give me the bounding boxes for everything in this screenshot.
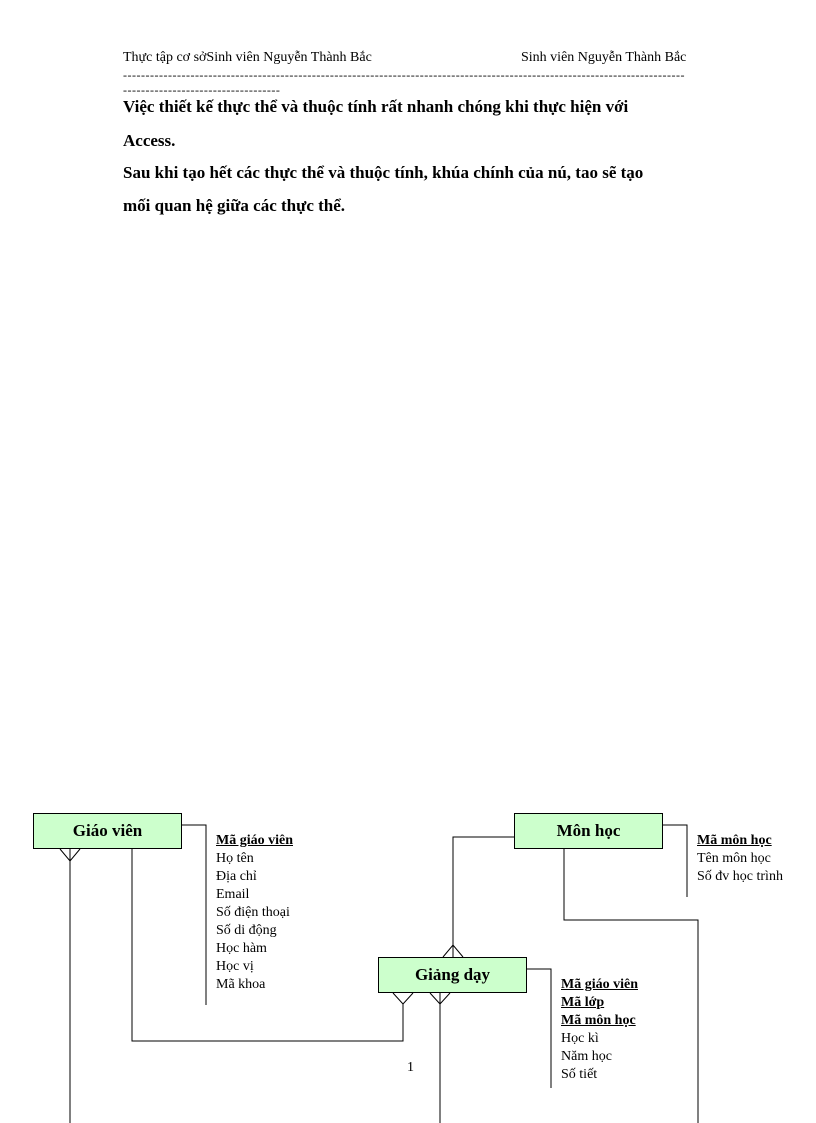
entity-giao-vien (33, 813, 182, 849)
attr-gd-so-tiet: Số tiết (561, 1067, 598, 1082)
giang-day-attr-bracket (526, 969, 551, 1088)
mon-hoc-attributes (697, 832, 783, 886)
attr-ma-giao-vien: Mã giáo viên (216, 833, 293, 848)
entity-giang-day-label: Giảng dạy (414, 965, 491, 984)
attr-ho-ten: Họ tên (216, 851, 254, 866)
paragraph-2-line-2: mối quan hệ giữa các thực thể. (123, 196, 346, 215)
giang-day-attributes (561, 976, 638, 1084)
attr-gd-nam-hoc: Năm học (561, 1049, 612, 1064)
attr-gd-ma-giao-vien: Mã giáo viên (561, 977, 638, 992)
attr-gd-ma-mon-hoc: Mã môn học (561, 1013, 636, 1028)
entity-giang-day (378, 957, 527, 993)
entity-giao-vien-label: Giáo viên (72, 821, 143, 840)
attr-gd-ma-lop: Mã lớp (561, 995, 605, 1010)
paragraph-1-line-2: Access. (123, 131, 176, 150)
attr-ten-mon-hoc: Tên môn học (697, 851, 771, 866)
giang-day-mon-hoc-link (453, 837, 514, 957)
attr-dia-chi: Địa chỉ (216, 869, 257, 884)
attr-gd-hoc-ki: Học kì (561, 1031, 599, 1046)
attr-hoc-vi: Học vị (216, 959, 254, 974)
crows-foot-giang-day-1 (393, 993, 413, 1004)
attr-so-dv-hoc-trinh: Số đv học trình (697, 869, 783, 884)
attr-email: Email (216, 887, 250, 902)
attr-so-dien-thoai: Số điện thoại (216, 905, 290, 920)
attr-ma-mon-hoc: Mã môn học (697, 833, 772, 848)
attr-hoc-ham: Học hàm (216, 941, 267, 956)
attr-so-di-dong: Số di động (216, 923, 277, 938)
paragraph-1-line-1: Việc thiết kế thực thể và thuộc tính rất nhanh chóng khi thực hiện với (123, 97, 629, 116)
giao-vien-attr-bracket (181, 825, 206, 1005)
page-number: 1 (407, 1060, 414, 1075)
giao-vien-attributes (216, 832, 293, 994)
entity-mon-hoc-label: Môn học (556, 821, 621, 840)
header-left: Thực tập cơ sởSinh viên Nguyễn Thành Bắc (123, 50, 372, 65)
entity-mon-hoc (514, 813, 663, 849)
header-rule: ---------------------------------------------------------------------------------------------------------------------------------------------------------------- (123, 68, 686, 97)
header-right: Sinh viên Nguyễn Thành Bắc (521, 50, 687, 65)
paragraph-2-line-1: Sau khi tạo hết các thực thể và thuộc tính, khúa chính của nú, tao sẽ tạo (123, 163, 644, 182)
mon-hoc-attr-bracket (662, 825, 687, 897)
attr-ma-khoa: Mã khoa (216, 977, 266, 992)
